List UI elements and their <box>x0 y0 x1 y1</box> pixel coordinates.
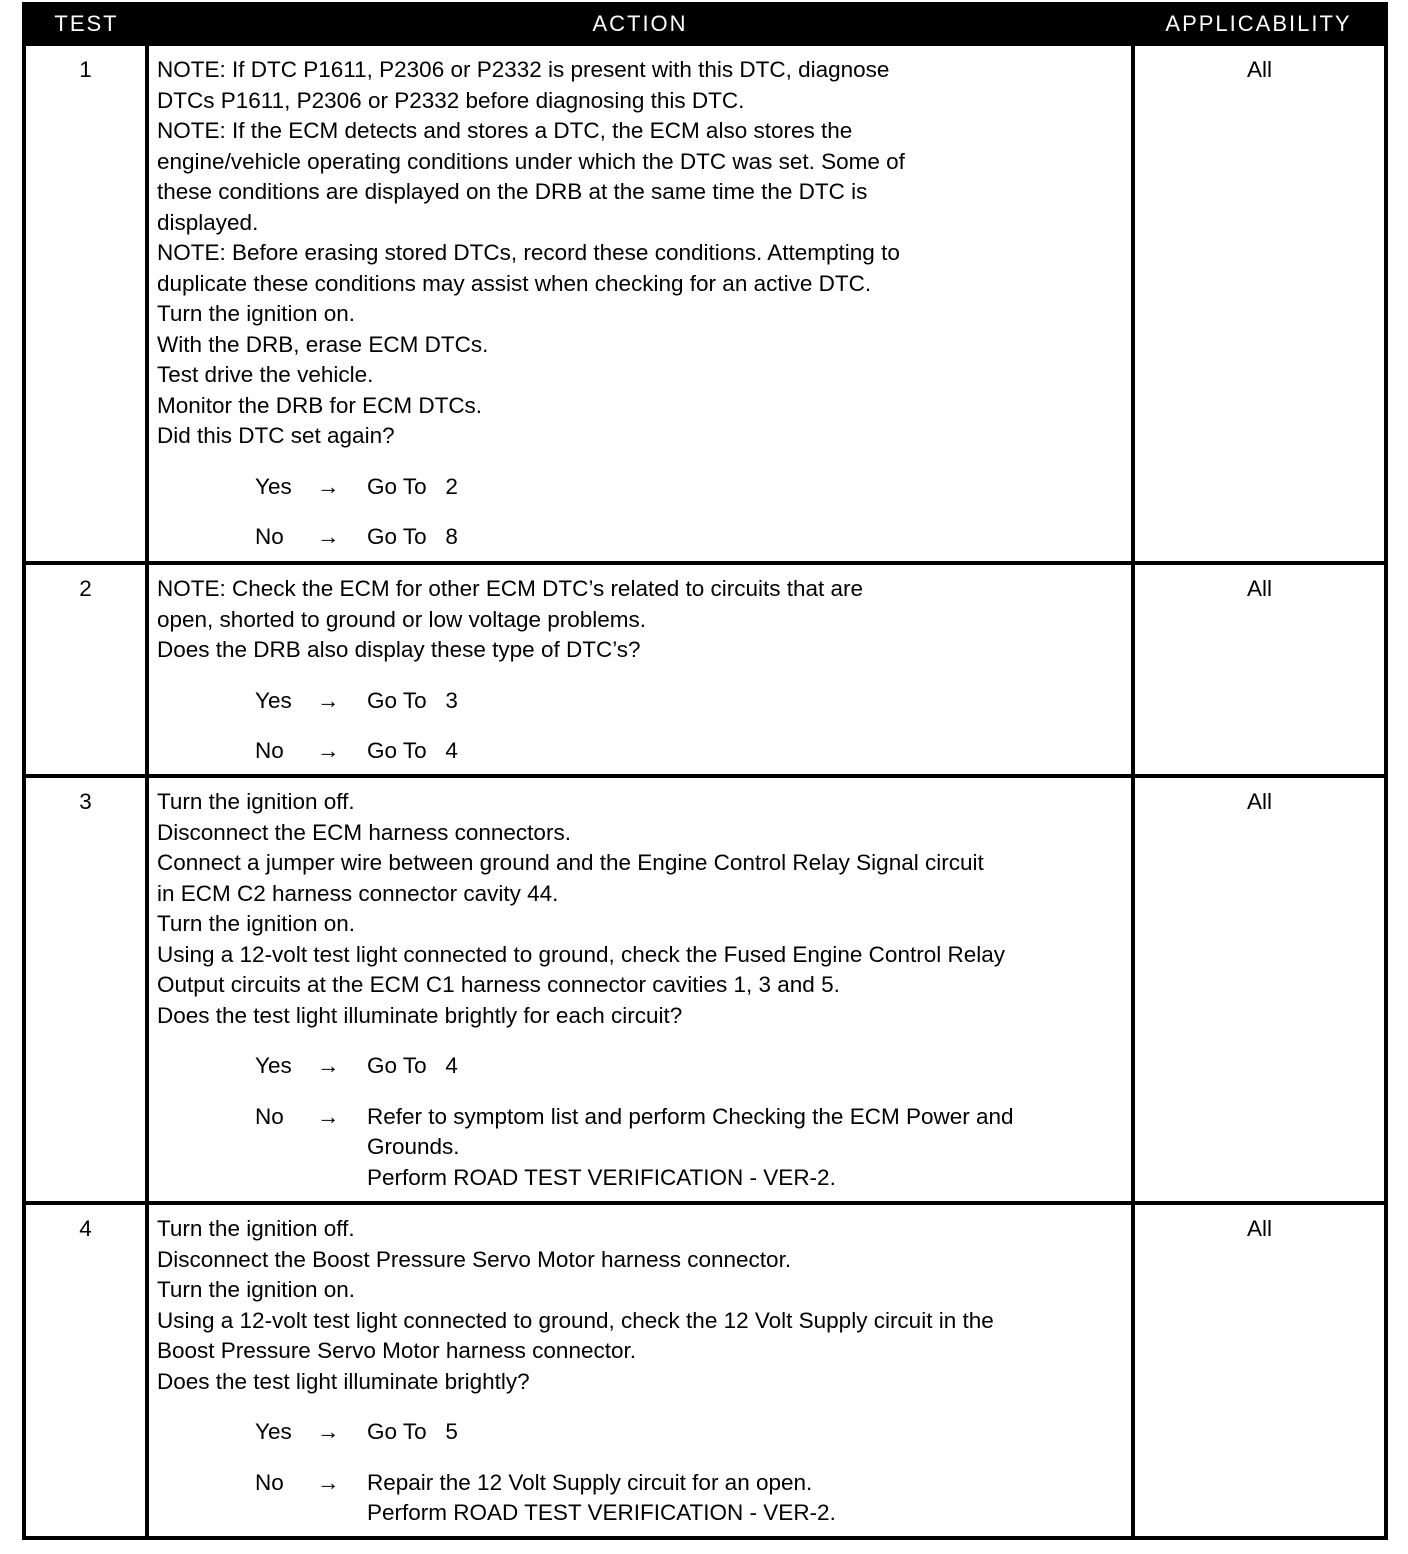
answer-options <box>157 686 1123 767</box>
instruction-line: these conditions are displayed on the DRB at the same time the DTC is <box>157 179 868 204</box>
instruction-line: Does the test light illuminate brightly for each circuit? <box>157 1002 683 1028</box>
test-number: 1 <box>26 44 147 563</box>
answer-no <box>157 1102 1123 1194</box>
arrow-icon: → <box>317 1469 340 1495</box>
answer-label: Yes <box>255 473 292 499</box>
arrow-icon: → <box>317 1053 340 1078</box>
header-applicability: APPLICABILITY <box>1133 6 1384 44</box>
applicability-value: All <box>1133 563 1384 776</box>
result-line: Go To 2 <box>367 473 458 499</box>
instruction-line: Disconnect the ECM harness connectors. <box>157 819 571 845</box>
answer-result <box>367 472 1123 503</box>
instruction-line: NOTE: If DTC P1611, P2306 or P2332 is present with this DTC, diagnose <box>157 57 890 82</box>
test-table <box>26 6 1384 1536</box>
instruction-line: in ECM C2 harness connector cavity 44. <box>157 880 559 906</box>
result-line: Go To 8 <box>367 524 458 549</box>
instruction-line: Using a 12-volt test light connected to ground, check the Fused Engine Control Relay <box>157 941 1005 967</box>
result-line: Go To 5 <box>367 1419 458 1444</box>
arrow-icon: → <box>317 524 340 549</box>
instruction-line: Monitor the DRB for ECM DTCs. <box>157 392 483 418</box>
result-line: Repair the 12 Volt Supply circuit for an open. <box>367 1469 813 1495</box>
answer-label: Yes <box>255 1053 292 1078</box>
action-instructions <box>157 1214 1123 1397</box>
table-row <box>26 563 1384 776</box>
instruction-line: With the DRB, erase ECM DTCs. <box>157 331 489 357</box>
answer-label: No <box>255 738 284 763</box>
header-action: ACTION <box>147 6 1133 44</box>
answer-result <box>367 1468 1123 1529</box>
instruction-line: Turn the ignition on. <box>157 301 356 326</box>
answer-result <box>367 1051 1123 1082</box>
instruction-line: Test drive the vehicle. <box>157 362 374 387</box>
instruction-line: Does the DRB also display these type of DTC’s? <box>157 637 641 662</box>
arrow-icon: → <box>317 473 340 499</box>
answer-yes <box>157 472 1123 503</box>
instruction-line: Output circuits at the ECM C1 harness connector cavities 1, 3 and 5. <box>157 972 840 997</box>
test-number: 3 <box>26 776 147 1203</box>
instruction-line: NOTE: Check the ECM for other ECM DTC’s related to circuits that are <box>157 576 864 601</box>
instruction-line: Did this DTC set again? <box>157 423 395 448</box>
table-row <box>26 44 1384 563</box>
instruction-line: Using a 12-volt test light connected to ground, check the 12 Volt Supply circuit in the <box>157 1307 994 1333</box>
instruction-line: Does the test light illuminate brightly? <box>157 1368 530 1394</box>
table-body <box>26 44 1384 1536</box>
instruction-line: displayed. <box>157 209 259 235</box>
applicability-value: All <box>1133 1203 1384 1536</box>
answer-no <box>157 736 1123 767</box>
arrow-icon: → <box>317 1103 340 1129</box>
answer-label: Yes <box>255 1419 292 1444</box>
action-cell <box>147 776 1133 1203</box>
answer-no <box>157 1468 1123 1529</box>
action-instructions <box>157 55 1123 452</box>
answer-label: No <box>255 1469 284 1495</box>
result-line: Grounds. <box>367 1134 460 1159</box>
table-row <box>26 1203 1384 1536</box>
applicability-value: All <box>1133 44 1384 563</box>
answer-yes <box>157 1417 1123 1448</box>
diagnostic-test-table <box>22 2 1388 1540</box>
instruction-line: Turn the ignition on. <box>157 1277 356 1302</box>
result-line: Go To 4 <box>367 1053 458 1078</box>
answer-label: No <box>255 1103 284 1129</box>
answer-options <box>157 1417 1123 1529</box>
arrow-icon: → <box>317 738 340 763</box>
result-line: Perform ROAD TEST VERIFICATION - VER-2. <box>367 1164 836 1190</box>
instruction-line: Boost Pressure Servo Motor harness connector. <box>157 1338 636 1363</box>
instruction-line: Turn the ignition off. <box>157 789 355 814</box>
answer-label: No <box>255 524 284 549</box>
result-line: Refer to symptom list and perform Checking the ECM Power and <box>367 1103 1014 1129</box>
action-cell <box>147 44 1133 563</box>
instruction-line: DTCs P1611, P2306 or P2332 before diagnosing this DTC. <box>157 87 745 113</box>
instruction-line: Connect a jumper wire between ground and the Engine Control Relay Signal circuit <box>157 850 984 875</box>
table-row <box>26 776 1384 1203</box>
result-line: Go To 4 <box>367 738 458 763</box>
answer-result <box>367 522 1123 553</box>
answer-result <box>367 686 1123 717</box>
answer-no <box>157 522 1123 553</box>
answer-label: Yes <box>255 687 292 713</box>
answer-result <box>367 1417 1123 1448</box>
answer-options <box>157 472 1123 553</box>
action-cell <box>147 563 1133 776</box>
action-instructions <box>157 787 1123 1031</box>
applicability-value: All <box>1133 776 1384 1203</box>
test-number: 2 <box>26 563 147 776</box>
header-test: TEST <box>26 6 147 44</box>
answer-yes <box>157 1051 1123 1082</box>
arrow-icon: → <box>317 1419 340 1444</box>
instruction-line: open, shorted to ground or low voltage problems. <box>157 606 647 632</box>
instruction-line: engine/vehicle operating conditions under which the DTC was set. Some of <box>157 148 905 174</box>
instruction-line: Disconnect the Boost Pressure Servo Motor harness connector. <box>157 1246 792 1272</box>
instruction-line: NOTE: Before erasing stored DTCs, record these conditions. Attempting to <box>157 240 900 265</box>
arrow-icon: → <box>317 687 340 713</box>
instruction-line: duplicate these conditions may assist when checking for an active DTC. <box>157 270 872 296</box>
result-line: Perform ROAD TEST VERIFICATION - VER-2. <box>367 1500 836 1525</box>
instruction-line: NOTE: If the ECM detects and stores a DTC, the ECM also stores the <box>157 118 853 143</box>
instruction-line: Turn the ignition on. <box>157 911 356 936</box>
answer-result <box>367 736 1123 767</box>
instruction-line: Turn the ignition off. <box>157 1216 355 1241</box>
action-instructions <box>157 574 1123 666</box>
result-line: Go To 3 <box>367 687 458 713</box>
answer-yes <box>157 686 1123 717</box>
header-row <box>26 6 1384 44</box>
action-cell <box>147 1203 1133 1536</box>
answer-result <box>367 1102 1123 1194</box>
answer-options <box>157 1051 1123 1193</box>
test-number: 4 <box>26 1203 147 1536</box>
